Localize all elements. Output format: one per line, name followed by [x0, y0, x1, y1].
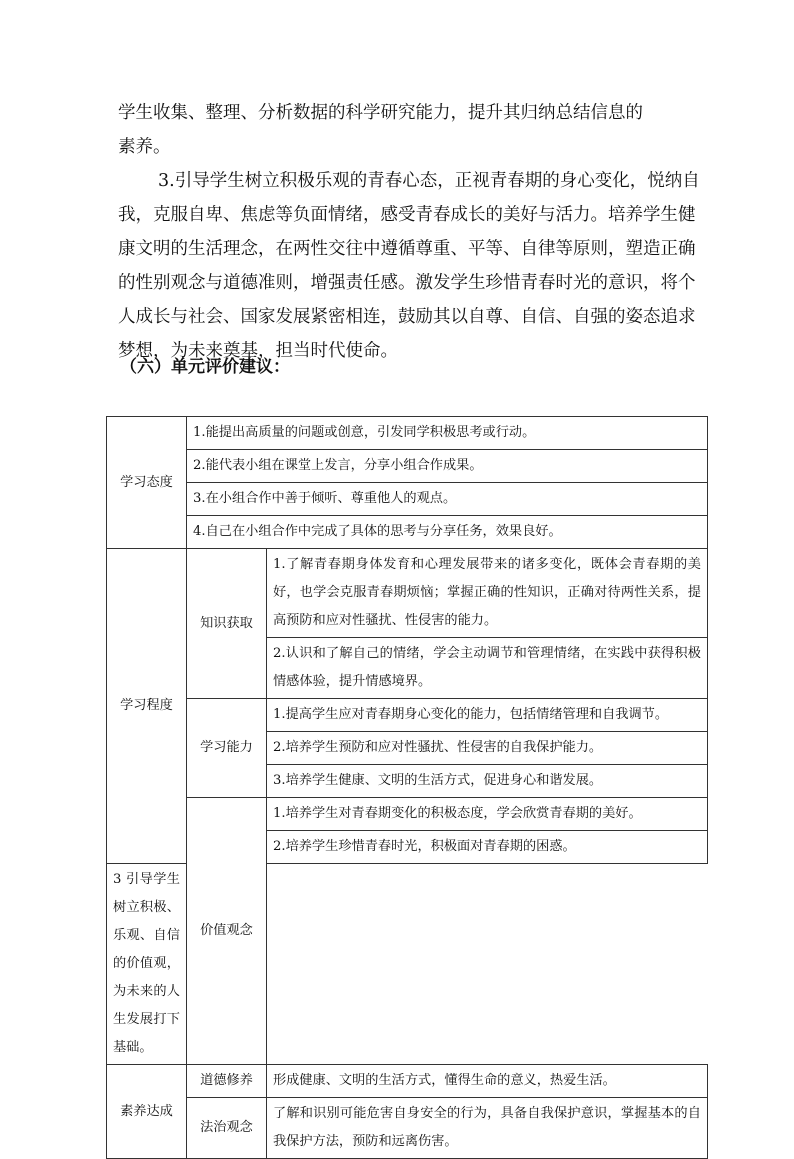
intro-line-1: 学生收集、整理、分析数据的科学研究能力，提升其归纳总结信息的: [118, 103, 643, 123]
table-row: [107, 549, 708, 638]
ability-item-3: 3.培养学生健康、文明的生活方式，促进身心和谐发展。: [267, 765, 708, 798]
values-item-2: 2.培养学生珍惜青春时光，积极面对青春期的困惑。: [267, 831, 708, 864]
ability-item-1: 1.提高学生应对青春期身心变化的能力，包括情绪管理和自我调节。: [267, 699, 708, 732]
knowledge-item-2: 2.认识和了解自己的情绪，学会主动调节和管理情绪，在实践中获得积极情感体验，提升情感境界。: [267, 638, 708, 699]
table-row: [107, 516, 708, 549]
ability-item-2: 2.培养学生预防和应对性骚扰、性侵害的自我保护能力。: [267, 732, 708, 765]
evaluation-table: [106, 416, 708, 1159]
category-attitude: 学习态度: [107, 417, 187, 549]
knowledge-item-1: 1.了解青春期身体发育和心理发展带来的诸多变化，既体会青春期的美好，也学会克服青春期烦恼；掌握正确的性知识，正确对待两性关系，提高预防和应对性骚扰、性侵害的能力。: [267, 549, 708, 638]
objective-point-3: 3.引导学生树立积极乐观的青春心态，正视青春期的身心变化，悦纳自我，克服自卑、焦虑等负面情绪，感受青春成长的美好与活力。培养学生健康文明的生活理念，在两性交往中遵循尊重、平等、自律等原则，塑造正确的性别观念与道德准则，增强责任感。激发学生珍惜青春时光的意识，将个人成长与社会、国家发展紧密相连，鼓励其以自尊、自信、自强的姿态追求梦想，为未来奠基，担当时代使命。: [118, 171, 700, 361]
table-row: [107, 798, 708, 831]
category-literacy: 素养达成: [107, 1065, 187, 1159]
attitude-item-4: 4.自己在小组合作中完成了具体的思考与分享任务，效果良好。: [187, 516, 708, 549]
table-row: [107, 483, 708, 516]
subcategory-ability: 学习能力: [187, 699, 267, 798]
values-item-1: 1.培养学生对青春期变化的积极态度，学会欣赏青春期的美好。: [267, 798, 708, 831]
table-row: [107, 699, 708, 732]
table-row: [107, 1065, 708, 1098]
table-row: [107, 417, 708, 450]
attitude-item-3: 3.在小组合作中善于倾听、尊重他人的观点。: [187, 483, 708, 516]
table-row: [107, 1098, 708, 1159]
intro-line-2: 素养。: [118, 137, 171, 157]
attitude-item-1: 1.能提出高质量的问题或创意，引发同学积极思考或行动。: [187, 417, 708, 450]
subcategory-values: 价值观念: [187, 798, 267, 1065]
subcategory-law: 法治观念: [187, 1098, 267, 1159]
table-row: [107, 450, 708, 483]
law-item: 了解和识别可能危害自身安全的行为，具备自我保护意识，掌握基本的自我保护方法，预防和远离伤害。: [267, 1098, 708, 1159]
section-heading: （六）单元评价建议：: [120, 357, 290, 377]
subcategory-moral: 道德修养: [187, 1065, 267, 1098]
attitude-item-2: 2.能代表小组在课堂上发言，分享小组合作成果。: [187, 450, 708, 483]
category-degree: 学习程度: [107, 549, 187, 864]
intro-paragraph: [118, 96, 704, 368]
subcategory-knowledge: 知识获取: [187, 549, 267, 699]
values-item-3: 3 引导学生树立积极、乐观、自信的价值观，为未来的人生发展打下基础。: [107, 864, 187, 1065]
moral-item: 形成健康、文明的生活方式，懂得生命的意义，热爱生活。: [267, 1065, 708, 1098]
